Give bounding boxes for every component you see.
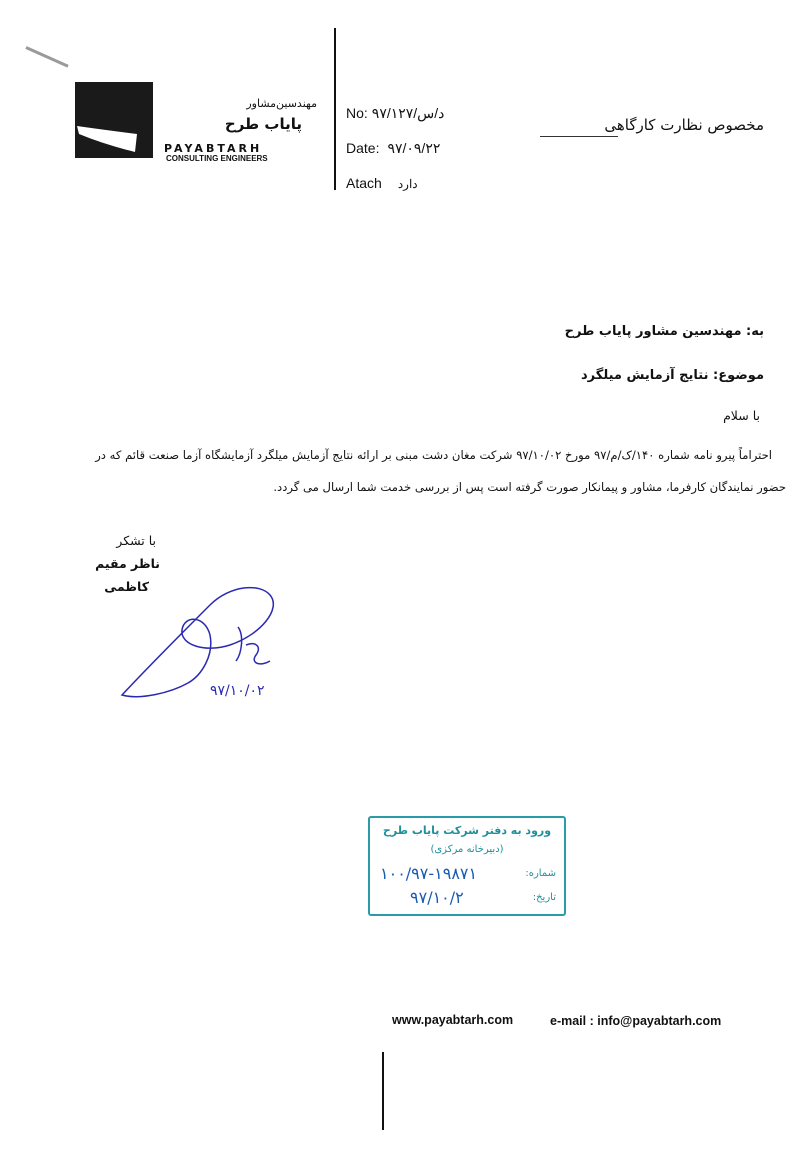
brand-fa-small: مهندسین‌مشاور [246,97,317,110]
confidential-underline [540,136,618,137]
stamp-line-1: ورود به دفتر شرکت پایاب طرح [382,824,552,837]
logo-swoosh-icon [75,82,153,158]
confidential-note: مخصوص نظارت کارگاهی [604,116,764,134]
closing: با تشکر [116,533,156,548]
company-logo [75,82,153,158]
stamp-number-value: ۱۰۰/۹۷-۱۹۸۷۱ [380,864,478,883]
body-line-2: حضور نمایندگان کارفرما، مشاور و پیمانکار صورت گرفته است پس از بررسی خدمت شما ارسال می گردد. [273,480,786,494]
body-line-1: احتراماً پیرو نامه شماره ۱۴۰/ک/م/۹۷ مورخ ۹۷/۱۰/۰۲ شرکت مغان دشت مبنی بر ارائه نتایج آزمایش میلگرد آزمایشگاه آزما صنعت قائم که در [95,448,772,462]
stamp-date-value: ۹۷/۱۰/۲ [410,888,464,907]
number-label: No: [346,105,368,121]
number-value: ۹۷/د/س/۱۲۷ [371,105,445,121]
stamp-date-label: تاریخ: [532,892,556,903]
subject: موضوع: نتایج آزمایش میلگرد [581,368,764,383]
scan-mark [25,46,68,67]
header-divider [334,28,336,190]
brand-en: PAYABTARH [164,142,263,155]
handwritten-signature [110,575,290,729]
signature-date: ۹۷/۱۰/۰۲ [210,683,265,699]
greeting: با سلام [723,408,760,423]
attach-label: Atach [346,175,382,191]
date-label: Date: [346,140,380,156]
attach-value: دارد [397,177,418,191]
brand-fa: پایاب طرح [224,115,302,133]
letter-attach [346,175,418,191]
signer-name: کاظمی [104,579,149,594]
date-value: ۹۷/۰۹/۲۲ [387,140,441,156]
brand-en-sub: CONSULTING ENGINEERS [166,154,268,163]
footer-email[interactable]: e-mail : info@payabtarh.com [550,1014,722,1028]
letter-number [346,105,444,122]
recipient: به: مهندسین مشاور پایاب طرح [564,324,764,339]
stamp-line-2: (دبیرخانه مرکزی) [430,844,504,855]
stamp-number-label: شماره: [525,868,556,879]
signer-title: ناظر مقیم [95,556,160,571]
footer-website[interactable]: www.payabtarh.com [392,1013,514,1027]
footer-divider [382,1052,384,1130]
letter-date [346,140,440,157]
receipt-stamp [368,816,566,916]
